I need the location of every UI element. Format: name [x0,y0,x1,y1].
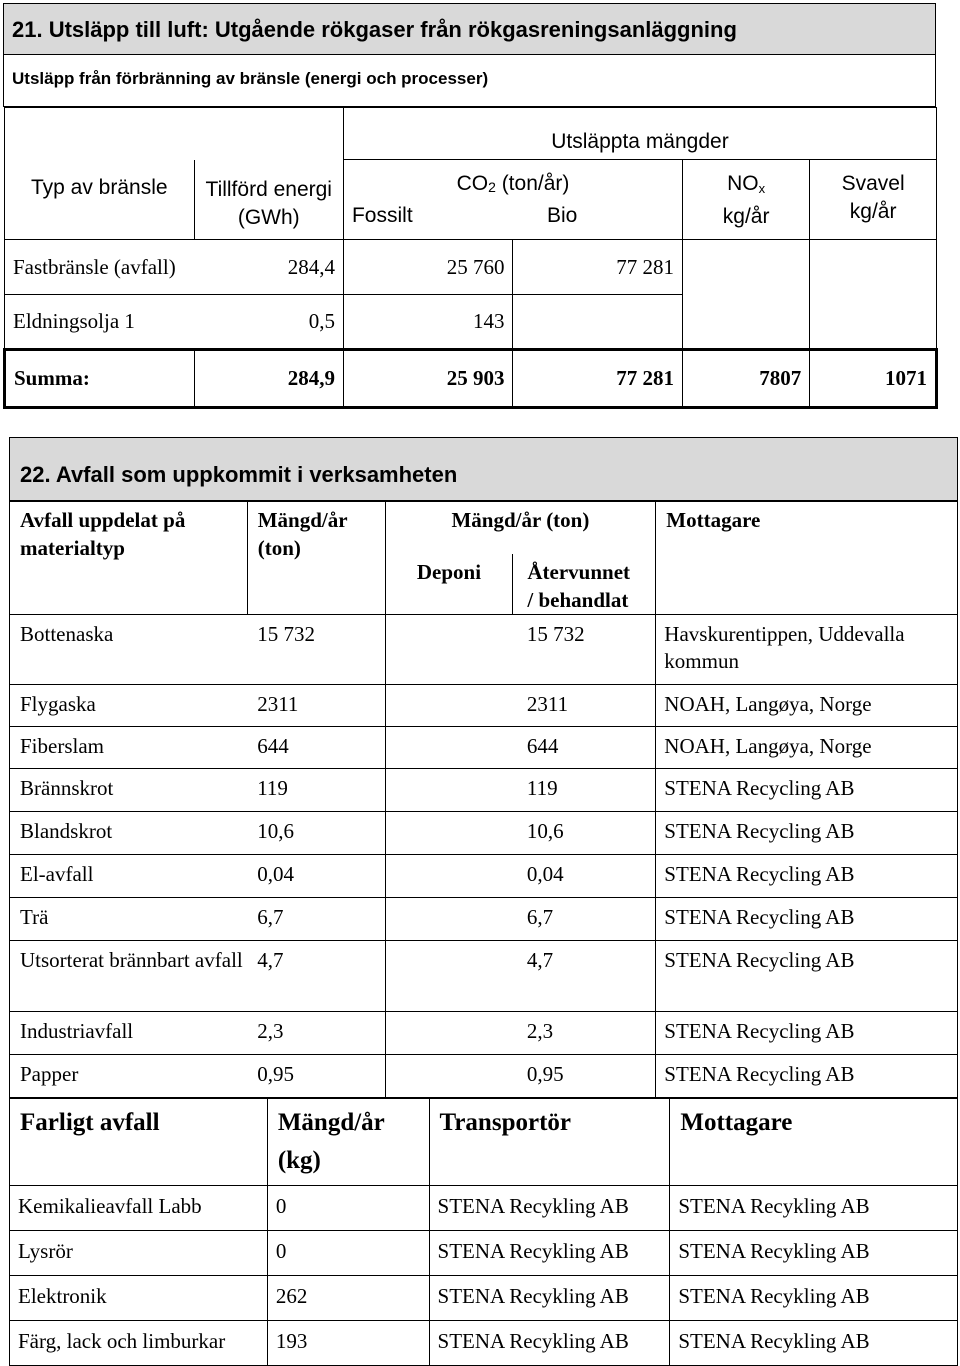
h-haz-transporter: Transportör [429,1098,670,1186]
haz-receiver-cell: STENA Recykling AB [670,1231,958,1276]
haz-transporter-cell: STENA Recykling AB [429,1321,670,1366]
h-amount-line2: (ton) [257,536,301,560]
fuel-cell: Eldningsolja 1 [5,295,195,350]
table-row [5,295,937,350]
deponi-cell [385,854,513,897]
h-haz-receiver: Mottagare [670,1098,958,1186]
haz-transporter-cell: STENA Recykling AB [429,1186,670,1231]
deponi-cell [385,1011,513,1054]
deponi-cell [385,940,513,1011]
amount-cell: 644 [247,726,385,768]
material-cell: Flygaska [10,684,248,726]
hazardous-waste-table [9,1097,958,1366]
h-amount [247,502,385,615]
col-co2 [343,160,682,240]
material-cell: Fiberslam [10,726,248,768]
material-cell: Papper [10,1054,248,1098]
h-recycled-line2: / behandlat [527,587,629,612]
deponi-cell [385,1054,513,1098]
recycled-cell: 6,7 [513,897,656,940]
table-row [10,1011,958,1054]
deponi-cell [385,726,513,768]
h-material [10,502,248,615]
header-blank [194,108,343,160]
recycled-cell: 2311 [513,684,656,726]
amount-cell: 0,04 [247,854,385,897]
receiver-cell: STENA Recycling AB [656,811,958,854]
haz-amount-cell: 0 [267,1186,429,1231]
bio-cell [513,295,683,350]
table-row [10,1276,958,1321]
deponi-cell [385,897,513,940]
h-recycled-line1: Återvunnet [527,559,631,584]
col-energy-line1: Tillförd energi [205,177,332,201]
table-row [10,854,958,897]
sum-energy: 284,9 [194,350,343,408]
table-row [10,614,958,684]
col-nox [682,160,809,240]
h-recycled [513,554,656,615]
co2-unit: (ton/år) [495,172,570,195]
material-cell: El-avfall [10,854,248,897]
co2-text: CO [456,172,489,195]
material-cell: Bottenaska [10,614,248,684]
energy-cell: 0,5 [194,295,343,350]
nox-unit: kg/år [722,205,770,228]
receiver-cell: STENA Recycling AB [656,768,958,811]
haz-amount-cell: 0 [267,1231,429,1276]
section-21-subtitle: Utsläpp från förbränning av bränsle (energi och processer) [3,55,936,107]
sulfur-label: Svavel [841,172,905,195]
col-energy-line2: (GWh) [237,205,300,229]
deponi-cell [385,684,513,726]
haz-amount-cell: 193 [267,1321,429,1366]
recycled-cell: 644 [513,726,656,768]
emissions-table [3,107,938,409]
h-amount-group: Mängd/år (ton) [385,502,656,554]
material-cell: Industriavfall [10,1011,248,1054]
table-row [10,811,958,854]
recycled-cell: 119 [513,768,656,811]
section-22-title: 22. Avfall som uppkommit i verksamheten [9,437,958,501]
table-row [10,768,958,811]
deponi-cell [385,811,513,854]
nox-cell [682,240,809,295]
amount-cell: 119 [247,768,385,811]
co2-label [344,170,682,201]
sum-fossil: 25 903 [343,350,513,408]
haz-receiver-cell: STENA Recykling AB [670,1186,958,1231]
table-row [10,1054,958,1098]
h-haz-amount-line2: (kg) [277,1147,321,1174]
waste-table [9,501,958,1099]
emitted-amounts-header: Utsläppta mängder [343,108,936,160]
receiver-cell: STENA Recycling AB [656,1054,958,1098]
recycled-cell: 0,04 [513,854,656,897]
header-blank [5,108,195,160]
section-21-title: 21. Utsläpp till luft: Utgående rökgaser från rökgasreningsanläggning [3,3,936,55]
col-bio: Bio [546,204,578,227]
deponi-cell [385,614,513,684]
fossil-cell: 25 760 [343,240,513,295]
col-energy [194,160,343,240]
col-fossil: Fossilt [351,204,413,227]
sum-row [5,350,937,408]
bio-cell: 77 281 [513,240,683,295]
deponi-cell [385,768,513,811]
haz-receiver-cell: STENA Recykling AB [670,1321,958,1366]
sulfur-cell [810,240,937,295]
nox-subscript: x [758,181,766,196]
haz-type-cell: Färg, lack och limburkar [10,1321,268,1366]
table-row [5,240,937,295]
amount-cell: 0,95 [247,1054,385,1098]
fossil-cell: 143 [343,295,513,350]
sum-sulfur: 1071 [810,350,937,408]
table-row [10,1231,958,1276]
table-row [10,1186,958,1231]
h-material-line1: Avfall uppdelat på [20,508,186,532]
receiver-cell: STENA Recycling AB [656,854,958,897]
table-row [10,684,958,726]
haz-transporter-cell: STENA Recykling AB [429,1276,670,1321]
receiver-cell: STENA Recycling AB [656,1011,958,1054]
h-haz-type: Farligt avfall [10,1098,268,1186]
table-row [10,1321,958,1366]
haz-transporter-cell: STENA Recykling AB [429,1231,670,1276]
material-cell: Brännskrot [10,768,248,811]
co2-subcols [344,201,682,231]
amount-cell: 6,7 [247,897,385,940]
sum-bio: 77 281 [513,350,683,408]
receiver-cell: NOAH, Langøya, Norge [656,726,958,768]
co2-subscript: 2 [488,179,496,195]
h-material-line2: materialtyp [20,536,125,560]
receiver-cell: STENA Recycling AB [656,897,958,940]
amount-cell: 2311 [247,684,385,726]
haz-type-cell: Kemikalieavfall Labb [10,1186,268,1231]
table-row [10,940,958,1011]
energy-cell: 284,4 [194,240,343,295]
col-fuel-type: Typ av bränsle [5,160,195,240]
recycled-cell: 2,3 [513,1011,656,1054]
amount-cell: 2,3 [247,1011,385,1054]
table-row [10,897,958,940]
h-receiver: Mottagare [656,502,958,615]
h-deponi: Deponi [385,554,513,615]
h-haz-amount-line1: Mängd/år [277,1109,385,1136]
fuel-cell: Fastbränsle (avfall) [5,240,195,295]
recycled-cell: 10,6 [513,811,656,854]
haz-receiver-cell: STENA Recykling AB [670,1276,958,1321]
sum-label: Summa: [5,350,195,408]
sulfur-unit: kg/år [849,200,897,223]
recycled-cell: 4,7 [513,940,656,1011]
material-cell: Utsorterat brännbart avfall [10,940,248,1011]
emissions-section [3,3,938,408]
h-haz-amount [267,1098,429,1186]
haz-type-cell: Elektronik [10,1276,268,1321]
table-row [10,726,958,768]
amount-cell: 15 732 [247,614,385,684]
haz-type-cell: Lysrör [10,1231,268,1276]
amount-cell: 4,7 [247,940,385,1011]
receiver-cell: NOAH, Langøya, Norge [656,684,958,726]
receiver-cell: STENA Recycling AB [656,940,958,1011]
sulfur-cell [810,295,937,350]
recycled-cell: 0,95 [513,1054,656,1098]
haz-amount-cell: 262 [267,1276,429,1321]
material-cell: Blandskrot [10,811,248,854]
material-cell: Trä [10,897,248,940]
nox-label [683,170,809,203]
receiver-cell: Havskurentippen, Uddevalla kommun [656,614,958,684]
nox-text: NO [727,172,759,195]
amount-cell: 10,6 [247,811,385,854]
sum-nox: 7807 [682,350,809,408]
h-amount-line1: Mängd/år [257,508,348,532]
col-sulfur [810,160,937,240]
nox-cell [682,295,809,350]
recycled-cell: 15 732 [513,614,656,684]
